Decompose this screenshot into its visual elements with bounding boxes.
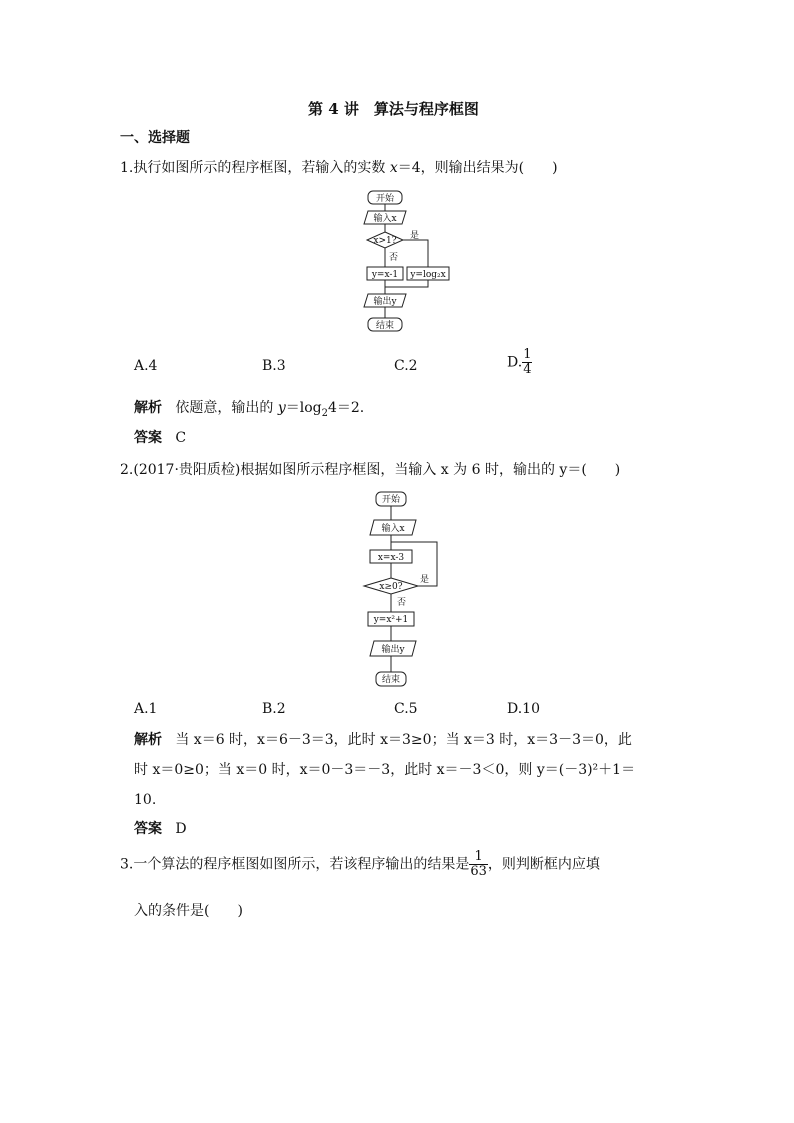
flow2-start-text: 开始 <box>381 495 401 505</box>
analysis-subscript: 2 <box>321 407 328 419</box>
q2-answer <box>134 820 187 838</box>
fraction-denominator: 63 <box>470 864 487 879</box>
flow1-end-text: 结束 <box>375 321 395 331</box>
analysis-text: 依题意，输出的 <box>175 400 278 416</box>
analysis-text: 4＝2. <box>327 400 365 416</box>
q1-option-d <box>507 348 532 377</box>
q2-analysis-line-1 <box>134 731 632 749</box>
question-3-stem-line-2: 入的条件是( ) <box>134 903 243 919</box>
question-2-stem: 2.(2017·贵阳质检)根据如图所示程序框图，当输入 x 为 6 时，输出的 y＝( ) <box>120 462 621 478</box>
flow2-output-text: 输出y <box>381 645 405 655</box>
analysis-var: y <box>277 400 286 416</box>
q3-stem-part: ，则判断框内应填 <box>487 856 600 873</box>
flow1-yes-label: 是 <box>410 231 420 241</box>
flow1-no-label: 否 <box>389 253 399 263</box>
q1-option-d-fraction <box>522 348 532 377</box>
analysis-text: ＝log <box>285 400 322 416</box>
answer-value: D <box>175 821 187 837</box>
q3-stem-part: 3.一个算法的程序框图如图所示，若该程序输出的结果是 <box>120 856 470 873</box>
answer-label: 答案 <box>134 821 162 837</box>
flow1-output-text: 输出y <box>373 297 397 307</box>
section-heading: 一、选择题 <box>120 130 190 146</box>
q1-var: x <box>389 160 398 176</box>
fraction-denominator: 4 <box>523 362 532 377</box>
q2-option-c: C.5 <box>394 701 418 717</box>
q1-option-d-prefix: D. <box>507 354 523 371</box>
flowchart-q1 <box>355 188 465 336</box>
flowchart-q2 <box>360 489 460 693</box>
q2-analysis-line-2: 时 x＝0≥0；当 x＝0 时，x＝0－3＝－3，此时 x＝－3＜0，则 y＝(－3)²＋1＝ <box>134 762 636 778</box>
flow2-no-label: 否 <box>397 598 407 608</box>
flow1-decision-text: x>1? <box>373 236 397 246</box>
q1-option-c: C.2 <box>394 358 418 374</box>
flow1-start-text: 开始 <box>375 194 395 204</box>
flow2-input-text: 输入x <box>381 524 405 534</box>
q3-fraction <box>469 850 488 879</box>
answer-label: 答案 <box>134 430 162 446</box>
analysis-label: 解析 <box>134 400 162 416</box>
analysis-label: 解析 <box>134 732 162 748</box>
fraction-numerator: 1 <box>523 347 532 362</box>
q2-option-b: B.2 <box>262 701 286 717</box>
answer-value: C <box>175 430 187 446</box>
page-title: 第 4 讲 算法与程序框图 <box>308 100 479 118</box>
q2-option-d: D.10 <box>507 701 540 717</box>
analysis-text: 当 x＝6 时，x＝6－3＝3，此时 x＝3≥0；当 x＝3 时，x＝3－3＝0，此 <box>175 732 632 748</box>
flow1-input-text: 输入x <box>373 214 397 224</box>
fraction-numerator: 1 <box>469 850 488 865</box>
flow2-yes-label: 是 <box>420 575 430 585</box>
q1-stem-part: ＝4，则输出结果为( ) <box>397 160 558 176</box>
flow2-assign-text: x=x-3 <box>377 553 405 563</box>
q2-analysis-line-3: 10. <box>134 792 157 808</box>
flow2-decision-text: x≥0? <box>379 582 403 592</box>
flow2-end-text: 结束 <box>381 675 401 685</box>
q1-answer <box>134 429 186 447</box>
q2-option-a: A.1 <box>134 701 158 717</box>
question-3-stem <box>120 850 600 879</box>
flow2-calc-text: y=x²+1 <box>373 615 409 625</box>
q1-option-b: B.3 <box>262 358 286 374</box>
q1-option-a: A.4 <box>134 358 158 374</box>
flow1-right-text: y=log₂x <box>410 270 446 280</box>
question-1-stem <box>120 159 558 177</box>
q1-analysis <box>134 399 364 423</box>
flow1-left-text: y=x-1 <box>371 270 399 280</box>
q1-stem-part: 1.执行如图所示的程序框图，若输入的实数 <box>120 160 390 176</box>
